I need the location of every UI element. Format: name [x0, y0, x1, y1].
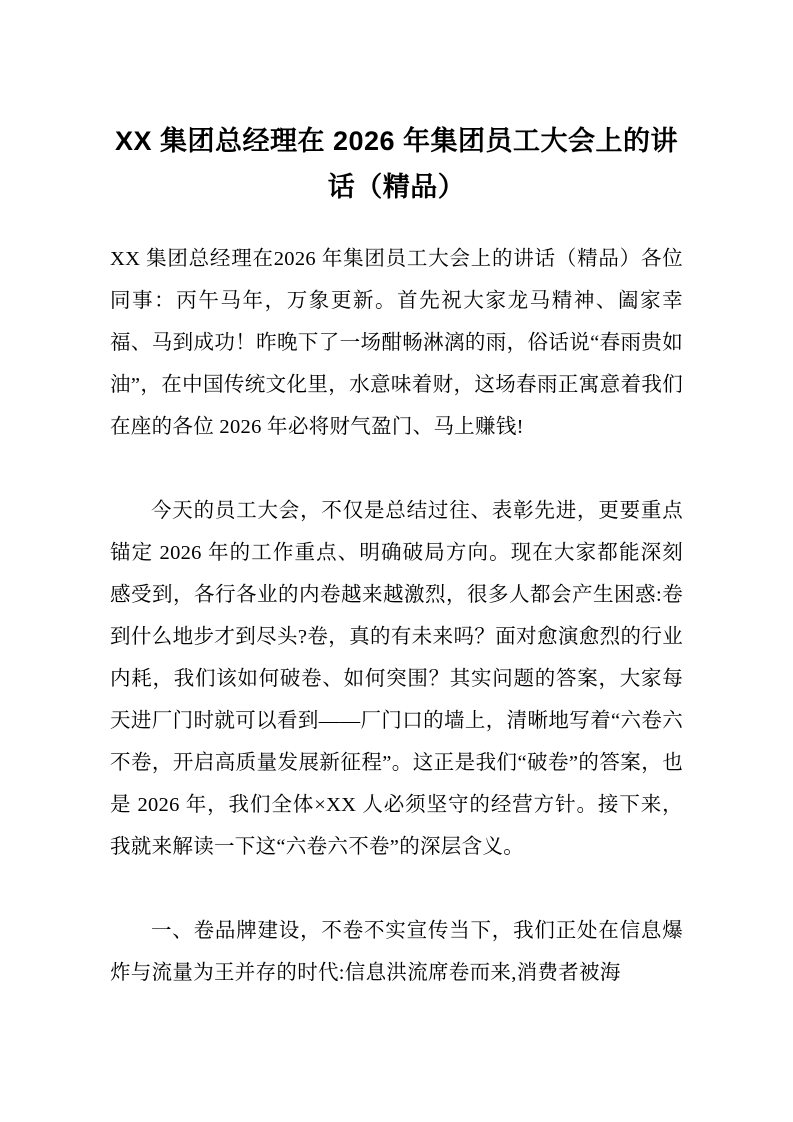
paragraph-3: 一、卷品牌建设，不卷不实宣传当下，我们正处在信息爆炸与流量为王并存的时代:信息洪流席卷而来,消费者被海	[110, 920, 683, 984]
page-title: XX 集团总经理在 2026 年集团员工大会上的讲话（精品）	[114, 126, 679, 202]
paragraph-1: XX 集团总经理在2026 年集团员工大会上的讲话（精品）各位同事：丙午马年，万象更新。首先祝大家龙马精神、阖家幸福、马到成功！昨晚下了一场酣畅淋漓的雨，俗话说“春雨贵如油”，在中国传统文化里，水意味着财，这场春雨正寓意着我们在座的各位 2026 年必将财气盈门、马上赚钱!	[110, 248, 683, 438]
document-body	[110, 238, 683, 994]
paragraph-2: 今天的员工大会，不仅是总结过往、表彰先进，更要重点锚定 2026 年的工作重点、明确破局方向。现在大家都能深刻感受到，各行各业的内卷越来越激烈，很多人都会产生困惑:卷到什么地步才到尽头?卷，真的有未来吗？面对愈演愈烈的行业内耗，我们该如何破卷、如何突围？其实问题的答案，大家每天进厂门时就可以看到——厂门口的墙上，清晰地写着“六卷六不卷，开启高质量发展新征程”。这正是我们“破卷”的答案，也是 2026 年，我们全体×XX 人必须坚守的经营方针。接下来，我就来解读一下这“六卷六不卷”的深层含义。	[110, 500, 683, 858]
